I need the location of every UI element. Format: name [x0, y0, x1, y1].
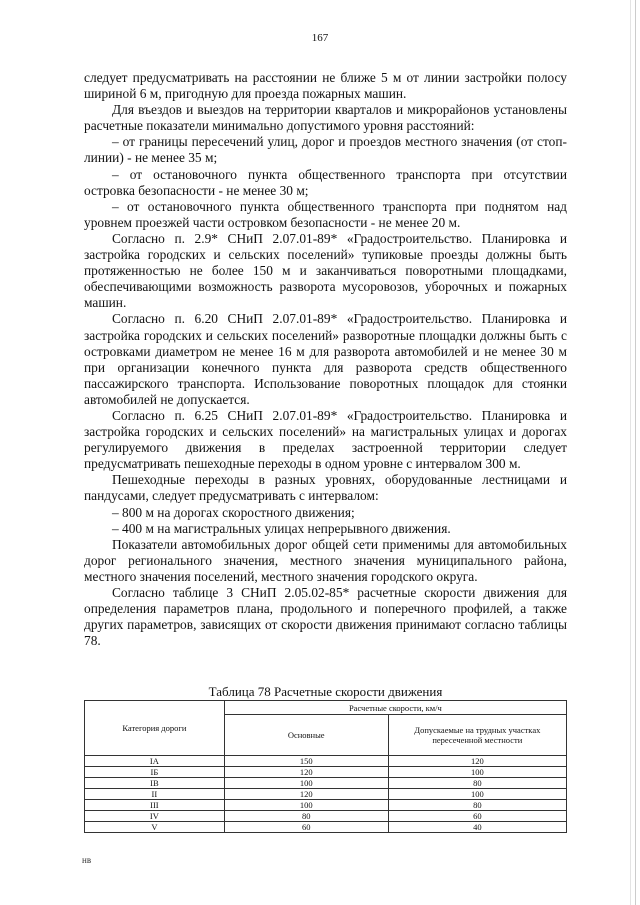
cell-difficult: 100 [388, 767, 566, 778]
header-category: Категория дороги [85, 701, 225, 756]
table-row [85, 811, 567, 822]
paragraph: Для въездов и выездов на территории кварталов и микрорайонов установлены расчетные показатели минимально допустимого уровня расстояний: [84, 102, 567, 134]
cell-main: 60 [224, 822, 388, 833]
table-row [85, 822, 567, 833]
scan-edge-line [635, 0, 636, 905]
cell-main: 80 [224, 811, 388, 822]
table-caption: Таблица 78 Расчетные скорости движения [208, 684, 443, 699]
paragraph: следует предусматривать на расстоянии не ближе 5 м от линии застройки полосу шириной 6 м, пригодную для проезда пожарных машин. [84, 70, 567, 102]
cell-category: III [85, 800, 225, 811]
cell-difficult: 60 [388, 811, 566, 822]
list-item: – от остановочного пункта общественного транспорта при отсутствии островка безопасности - не менее 30 м; [84, 166, 567, 198]
cell-difficult: 100 [388, 789, 566, 800]
header-speeds: Расчетные скорости, км/ч [224, 701, 566, 715]
paragraph: Согласно таблице 3 СНиП 2.05.02-85* расчетные скорости движения для определения параметров плана, продольного и поперечного профилей, а также других параметров, зависящих от скорости движения принимают согласно таблицы 78. [84, 585, 567, 649]
header-difficult: Допускаемые на трудных участках пересеченной местности [388, 715, 566, 756]
table-row [85, 800, 567, 811]
cell-category: IV [85, 811, 225, 822]
cell-category: II [85, 789, 225, 800]
cell-main: 100 [224, 800, 388, 811]
list-item: – 400 м на магистральных улицах непрерывного движения. [112, 520, 451, 536]
page-number: 167 [311, 32, 329, 44]
list-item: – от остановочного пункта общественного транспорта при поднятом над уровнем проезжей части островком безопасности - не менее 20 м. [84, 198, 567, 230]
table-row [85, 756, 567, 767]
table-row [85, 778, 567, 789]
list-item: – от границы пересечений улиц, дорог и проездов местного значения (от стоп-линии) - не менее 35 м; [84, 134, 567, 166]
paragraph: Согласно п. 2.9* СНиП 2.07.01-89* «Градостроительство. Планировка и застройка городских и сельских поселений» тупиковые проезды должны быть протяженностью не более 150 м и заканчиваться поворотными площадками, обеспечивающими возможность разворота мусоровозов, уборочных и пожарных машин. [84, 230, 567, 311]
speed-table [84, 700, 567, 833]
table-row [85, 789, 567, 800]
cell-difficult: 40 [388, 822, 566, 833]
cell-main: 120 [224, 789, 388, 800]
scan-edge-line [630, 0, 631, 905]
cell-difficult: 120 [388, 756, 566, 767]
cell-main: 120 [224, 767, 388, 778]
cell-category: IA [85, 756, 225, 767]
cell-category: IВ [85, 778, 225, 789]
header-main: Основные [224, 715, 388, 756]
cell-main: 150 [224, 756, 388, 767]
table-row [85, 767, 567, 778]
cell-category: IБ [85, 767, 225, 778]
paragraph: Согласно п. 6.25 СНиП 2.07.01-89* «Градостроительство. Планировка и застройка городских и сельских поселений» на магистральных улицах и дорогах регулируемого движения в пределах застроенной территории следует предусматривать пешеходные переходы в одном уровне с интервалом 300 м. [84, 407, 567, 472]
paragraph: Пешеходные переходы в разных уровнях, оборудованные лестницами и пандусами, следует предусматривать с интервалом: [84, 472, 567, 504]
cell-main: 100 [224, 778, 388, 789]
cell-difficult: 80 [388, 800, 566, 811]
cell-category: V [85, 822, 225, 833]
body-text [84, 70, 567, 649]
paragraph: Показатели автомобильных дорог общей сети применимы для автомобильных дорог регионального значения, местного значения муниципального района, местного значения поселений, местного значения городского округа. [84, 536, 567, 584]
footer-mark: нв [82, 855, 92, 865]
paragraph: Согласно п. 6.20 СНиП 2.07.01-89* «Градостроительство. Планировка и застройка городских и сельских поселений» разворотные площадки должны быть с островками диаметром не менее 16 м для разворота автомобилей и не менее 30 м при организации конечного пункта для разворота средств общественного пассажирского транспорта. Использование поворотных площадок для стоянки автомобилей не допускается. [84, 311, 567, 407]
list-item: – 800 м на дорогах скоростного движения; [112, 504, 355, 520]
cell-difficult: 80 [388, 778, 566, 789]
